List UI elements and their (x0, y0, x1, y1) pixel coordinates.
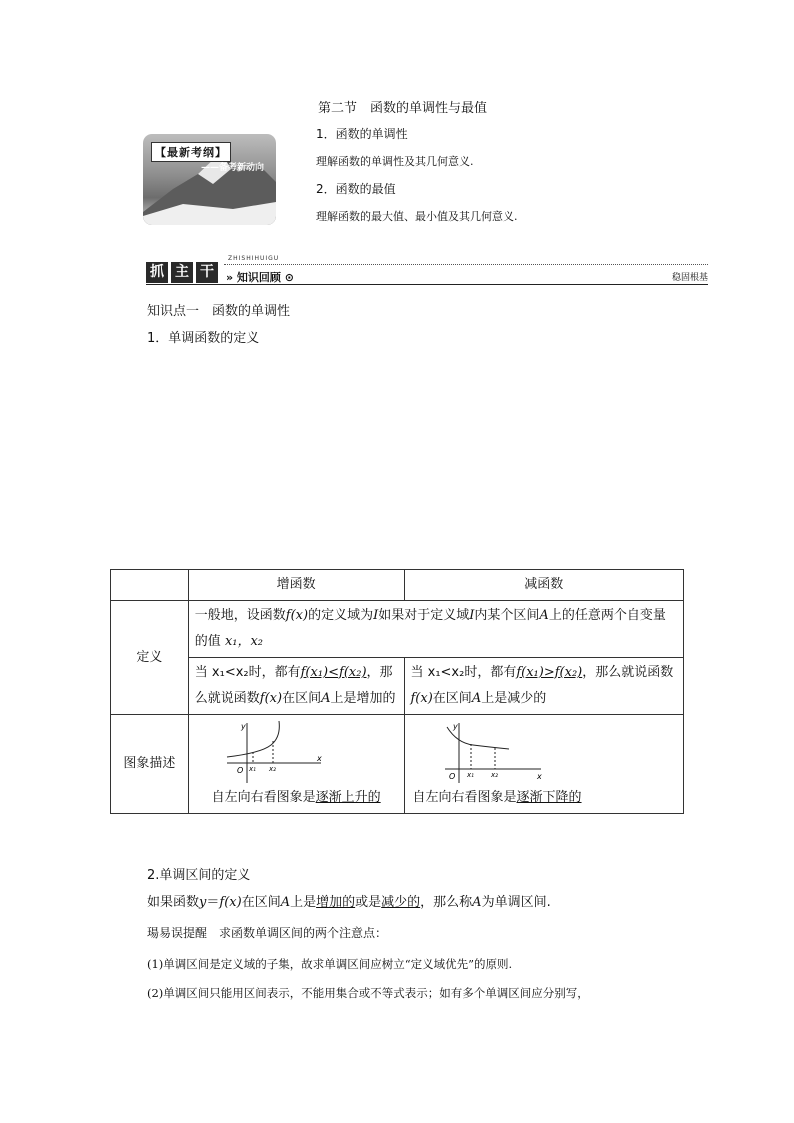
table-row-definition-split (111, 658, 684, 715)
table-header-row (111, 570, 684, 601)
inc-curve (227, 721, 279, 757)
dec-caption (411, 785, 678, 811)
def-text-j: x₁，x₂ (224, 634, 264, 649)
graph-increasing-cell (188, 715, 404, 814)
definition-increasing-cell (188, 658, 404, 715)
int-e: 在区间 (241, 895, 281, 910)
dec-y-label: y (452, 722, 458, 731)
inc-b: ，那么就说函数 (194, 665, 393, 706)
int-d: f(x) (219, 895, 242, 910)
section-bar (146, 255, 708, 285)
item1-text: 理解函数的单调性及其几何意义. (316, 155, 474, 168)
inc-y-label: y (240, 722, 246, 731)
interval-title: 2.单调区间的定义 (147, 868, 251, 883)
dec-x-label: x (536, 772, 542, 781)
definition-common-cell (188, 601, 683, 658)
int-k: 为单调区间. (481, 895, 551, 910)
item1-title: 1．函数的单调性 (316, 127, 408, 141)
def-text-h: A (539, 608, 549, 623)
table-corner-cell (111, 570, 189, 601)
dec-f: 上是减少的 (481, 691, 547, 706)
dec-caption-u: 逐渐下降的 (516, 790, 582, 805)
banner-tag: 【最新考纲】 (151, 142, 231, 162)
inc-condition: f(x₁)<f(x₂) (300, 665, 367, 680)
dec-origin-label: O (448, 772, 455, 781)
inc-caption (195, 785, 398, 811)
bar-pinyin: ZHISHIHUIGU (228, 255, 280, 262)
bar-right-label: 稳固根基 (671, 273, 708, 283)
int-j: A (472, 895, 482, 910)
def-text-b: f(x) (285, 608, 309, 623)
bar-box-2: 主 (171, 262, 193, 283)
def-text-i: 上的任意两个自变量的值 (194, 608, 666, 649)
tip-point-1: (1)单调区间是定义域的子集，故求单调区间应树立“定义域优先”的原则. (147, 957, 513, 971)
def-text-a: 一般地，设函数 (194, 608, 286, 623)
int-g: 上是 (290, 895, 317, 910)
def-text-g: 内某个区间 (474, 608, 540, 623)
graph-decreasing-cell (404, 715, 684, 814)
tip-heading: 瑒易误提醒 求函数单调区间的两个注意点： (147, 926, 388, 940)
dec-x1-label: x₁ (466, 771, 474, 779)
def-text-d: I (373, 608, 379, 623)
inc-caption-a: 自左向右看图象是 (211, 790, 316, 805)
increasing-graph (221, 719, 331, 785)
section-title: 第二节 函数的单调性与最值 (318, 101, 488, 116)
dec-a: 当 x₁<x₂时，都有 (410, 665, 517, 680)
def-text-e: 如果对于定义域 (378, 608, 470, 623)
header-decreasing: 减函数 (404, 570, 684, 601)
decreasing-graph (439, 719, 549, 785)
dec-caption-a: 自左向右看图象是 (412, 790, 517, 805)
inc-x1-label: x₁ (248, 765, 256, 773)
int-i: ，那么称 (420, 895, 473, 910)
int-f: A (280, 895, 291, 910)
table-row-definition-common (111, 601, 684, 658)
tip-point-2: (2)单调区间只能用区间表示，不能用集合或不等式表示；如有多个单调区间应分别写， (147, 986, 589, 1000)
banner-image (143, 134, 276, 225)
int-a: 如果函数 (147, 895, 200, 910)
def-text-f: I (469, 608, 475, 623)
item2-text: 理解函数的最大值、最小值及其几何意义. (316, 210, 518, 223)
dec-c: f(x) (410, 691, 433, 706)
definition-decreasing-cell (404, 658, 684, 715)
inc-caption-u: 逐渐上升的 (315, 790, 381, 805)
definition-table (110, 569, 684, 814)
inc-c: f(x) (259, 691, 283, 706)
knowledge-subtitle: 1．单调函数的定义 (147, 331, 260, 346)
int-u2: 减少的 (381, 895, 421, 910)
dec-b: ，那么就说函数 (582, 665, 674, 680)
knowledge-point-title: 知识点一 函数的单调性 (147, 304, 291, 319)
inc-x-label: x (316, 754, 322, 763)
inc-f: 上是增加的 (330, 691, 396, 706)
interval-definition (147, 891, 551, 910)
dec-e: A (471, 691, 482, 706)
item2-title: 2．函数的最值 (316, 182, 396, 196)
inc-e: A (321, 691, 331, 706)
int-b: y (199, 895, 207, 910)
dec-x2-label: x₂ (490, 771, 498, 779)
row-label-definition: 定义 (111, 601, 189, 715)
int-h: 或是 (355, 895, 382, 910)
bar-label: » 知识回顾 ⊙ (226, 271, 294, 284)
header-increasing: 增函数 (188, 570, 404, 601)
dec-condition: f(x₁)>f(x₂) (516, 665, 583, 680)
def-text-c: 的定义域为 (308, 608, 374, 623)
bar-dotted-line (224, 264, 708, 265)
inc-origin-label: O (236, 766, 244, 775)
banner-subtitle: ——备考新动向 (201, 163, 265, 173)
int-u1: 增加的 (316, 895, 356, 910)
inc-a: 当 x₁<x₂时，都有 (194, 665, 301, 680)
int-c: ＝ (206, 895, 220, 910)
inc-x2-label: x₂ (268, 765, 276, 773)
inc-d: 在区间 (282, 691, 322, 706)
bar-underline (146, 284, 708, 285)
bar-box-3: 干 (196, 262, 218, 283)
bar-box-1: 抓 (146, 262, 168, 283)
dec-d: 在区间 (432, 691, 472, 706)
row-label-graph: 图象描述 (111, 715, 189, 814)
table-row-graph (111, 715, 684, 814)
